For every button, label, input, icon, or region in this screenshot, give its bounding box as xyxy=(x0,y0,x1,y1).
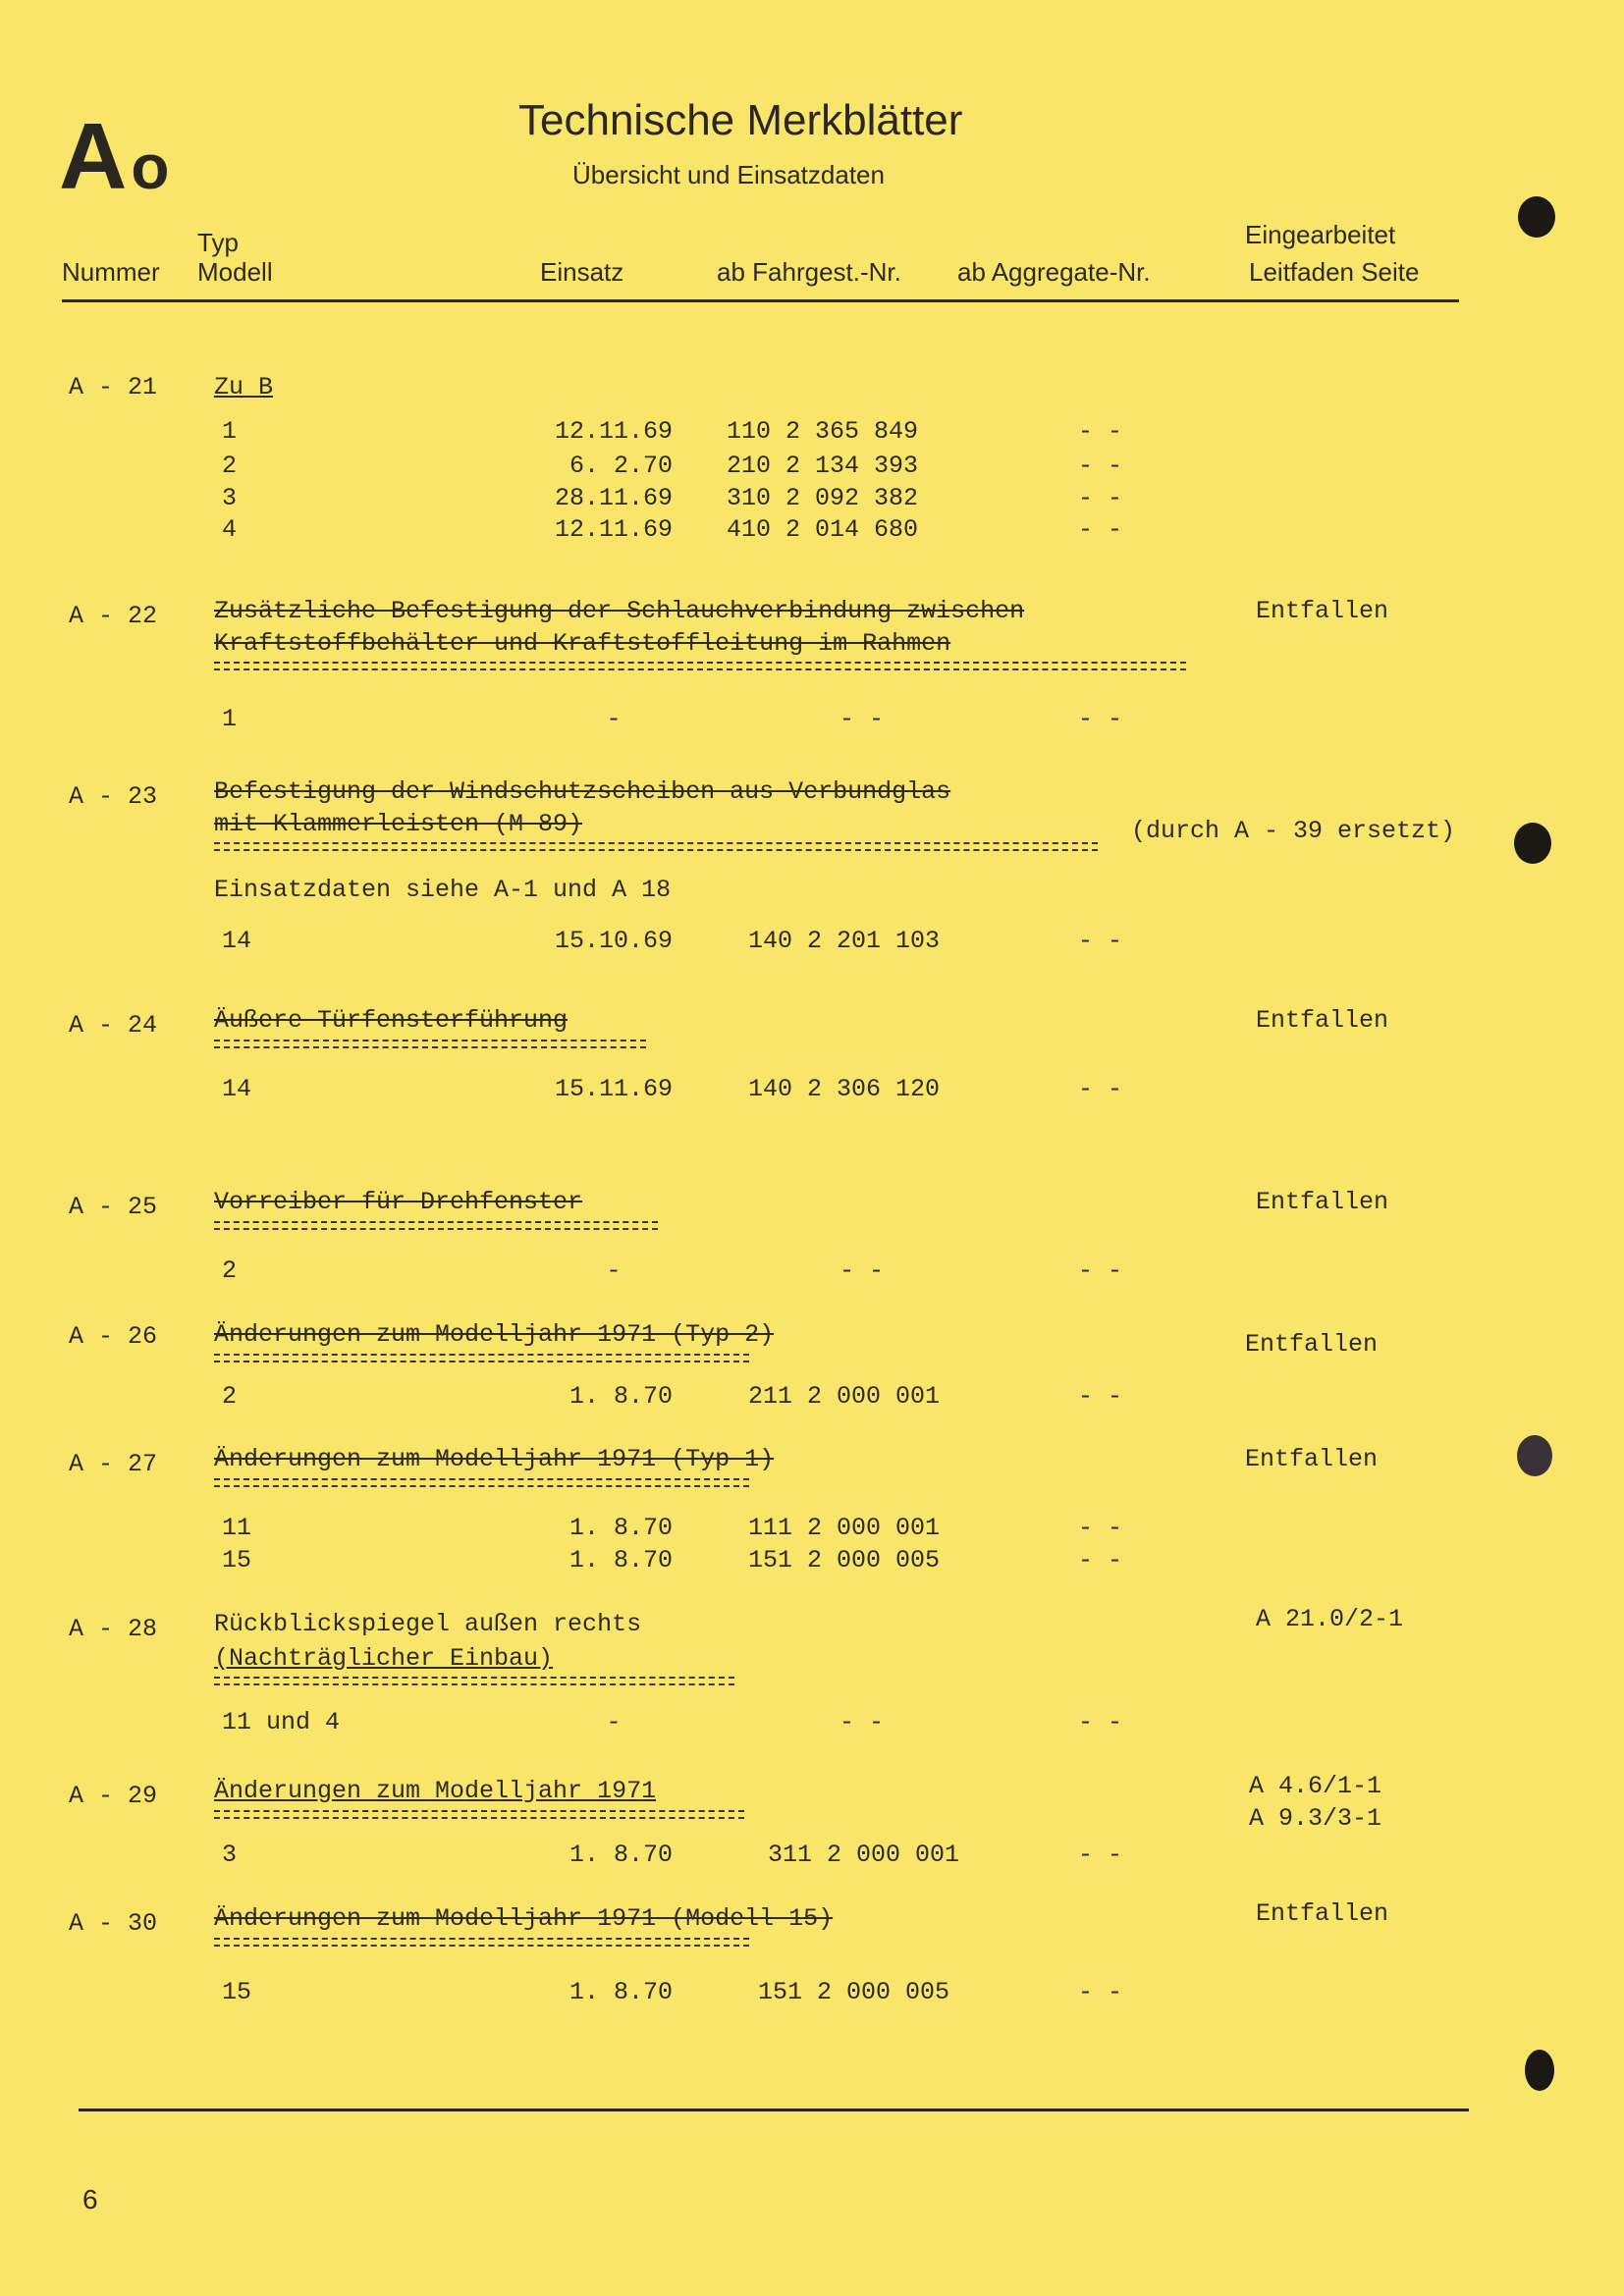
col-header-fahrgest: ab Fahrgest.-Nr. xyxy=(717,257,901,287)
cell-einsatz: 1. 8.70 xyxy=(568,1514,673,1542)
cell-aggregate: - - xyxy=(1078,1546,1123,1575)
cell-fahrgest: 210 2 134 393 xyxy=(727,452,919,480)
double-underline xyxy=(214,1354,749,1362)
cell-einsatz: 1. 8.70 xyxy=(568,1841,673,1869)
cell-typ: 3 xyxy=(222,1841,238,1869)
cell-fahrgest: - - xyxy=(839,705,885,733)
entry-title-line: Rückblickspiegel außen rechts xyxy=(214,1610,642,1638)
entry-title-line: Änderungen zum Modelljahr 1971 (Typ 1) xyxy=(214,1445,775,1473)
cell-aggregate: - - xyxy=(1078,515,1123,544)
double-underline xyxy=(214,1478,749,1487)
cell-aggregate: - - xyxy=(1078,452,1123,480)
entry-title-line: Änderungen zum Modelljahr 1971 (Modell 15) xyxy=(214,1904,834,1933)
table-row xyxy=(0,417,1624,447)
entry-title-line: Zusätzliche Befestigung der Schlauchverbindung zwischen xyxy=(214,597,1025,625)
cell-aggregate: - - xyxy=(1078,1978,1123,2006)
entry-number: A - 28 xyxy=(69,1615,158,1643)
cell-einsatz: - xyxy=(606,705,622,733)
entry-note: Entfallen xyxy=(1256,1006,1389,1035)
page-subtitle: Übersicht und Einsatzdaten xyxy=(572,160,885,189)
cell-typ: 11 und 4 xyxy=(222,1708,341,1736)
table-row xyxy=(0,1256,1624,1286)
entry-note: Entfallen xyxy=(1256,1899,1389,1928)
entry-number: A - 21 xyxy=(69,373,158,401)
page-number: 6 xyxy=(82,2184,98,2215)
col-header-eingearbeitet: Eingearbeitet xyxy=(1245,220,1396,249)
entry-number: A - 30 xyxy=(69,1909,158,1938)
cell-einsatz: 15.10.69 xyxy=(554,927,673,955)
entry-note: A 4.6/1-1 xyxy=(1249,1772,1382,1800)
cell-aggregate: - - xyxy=(1078,1256,1123,1285)
table-row xyxy=(0,1708,1624,1737)
double-underline xyxy=(214,1810,744,1819)
double-underline xyxy=(214,842,1098,851)
cell-aggregate: - - xyxy=(1078,1708,1123,1736)
cell-einsatz: 1. 8.70 xyxy=(568,1382,673,1411)
cell-einsatz: - xyxy=(606,1708,622,1736)
entry-title-line: Änderungen zum Modelljahr 1971 (Typ 2) xyxy=(214,1320,775,1349)
double-underline xyxy=(214,1040,646,1048)
cell-fahrgest: 311 2 000 001 xyxy=(768,1841,960,1869)
col-header-leitfaden: Leitfaden Seite xyxy=(1249,257,1420,287)
entry-title-line: Befestigung der Windschutzscheiben aus Verbundglas xyxy=(214,777,951,806)
cell-fahrgest: 151 2 000 005 xyxy=(748,1546,941,1575)
cell-einsatz: 1. 8.70 xyxy=(568,1978,673,2006)
page-title: Technische Merkblätter xyxy=(518,96,963,144)
footer-rule xyxy=(79,2109,1469,2111)
header-rule xyxy=(62,299,1459,302)
entry-number: A - 25 xyxy=(69,1193,158,1221)
col-header-typ: Typ xyxy=(197,228,239,257)
entry-note: (durch A - 39 ersetzt) xyxy=(1131,817,1456,845)
cell-typ: 11 xyxy=(222,1514,252,1542)
double-underline xyxy=(214,1938,749,1947)
table-row xyxy=(0,1514,1624,1543)
cell-aggregate: - - xyxy=(1078,1841,1123,1869)
cell-fahrgest: 211 2 000 001 xyxy=(748,1382,941,1411)
cell-typ: 4 xyxy=(222,515,238,544)
table-row xyxy=(0,1382,1624,1412)
cell-typ: 1 xyxy=(222,417,238,446)
entry-number: A - 27 xyxy=(69,1450,158,1478)
cell-fahrgest: 110 2 365 849 xyxy=(727,417,919,446)
cell-aggregate: - - xyxy=(1078,1075,1123,1103)
cell-fahrgest: 140 2 306 120 xyxy=(748,1075,941,1103)
cell-einsatz: 12.11.69 xyxy=(554,515,673,544)
cell-typ: 15 xyxy=(222,1546,252,1575)
cell-typ: 3 xyxy=(222,484,238,512)
entry-title-line: Vorreiber für Drehfenster xyxy=(214,1188,583,1216)
entry-title-line: Kraftstoffbehälter und Kraftstoffleitung im Rahmen xyxy=(214,629,951,658)
entry-title-line: Äußere Türfensterführung xyxy=(214,1006,568,1035)
cell-typ: 14 xyxy=(222,927,252,955)
cell-fahrgest: - - xyxy=(839,1256,885,1285)
cell-aggregate: - - xyxy=(1078,705,1123,733)
cell-einsatz: 12.11.69 xyxy=(554,417,673,446)
entry-number: A - 24 xyxy=(69,1011,158,1040)
cell-einsatz: 28.11.69 xyxy=(554,484,673,512)
entry-title-line: mit Klammerleisten (M 89) xyxy=(214,810,583,838)
cell-typ: 2 xyxy=(222,1256,238,1285)
table-row xyxy=(0,1978,1624,2007)
cell-fahrgest: 410 2 014 680 xyxy=(727,515,919,544)
entry-note: Entfallen xyxy=(1256,1188,1389,1216)
table-row xyxy=(0,705,1624,734)
cell-fahrgest: 140 2 201 103 xyxy=(748,927,941,955)
entry-number: A - 22 xyxy=(69,602,158,630)
section-logo: Ao xyxy=(59,104,168,209)
punch-hole xyxy=(1518,196,1555,238)
entry-note: A 9.3/3-1 xyxy=(1249,1804,1382,1833)
entry-note: A 21.0/2-1 xyxy=(1256,1605,1404,1633)
cell-fahrgest: 310 2 092 382 xyxy=(727,484,919,512)
cell-aggregate: - - xyxy=(1078,484,1123,512)
cell-typ: 1 xyxy=(222,705,238,733)
table-row xyxy=(0,1075,1624,1104)
double-underline xyxy=(214,1677,734,1685)
cell-einsatz: - xyxy=(606,1256,622,1285)
entry-number: A - 29 xyxy=(69,1782,158,1810)
cell-typ: 2 xyxy=(222,452,238,480)
col-header-modell: Modell xyxy=(197,257,273,287)
cell-einsatz: 6. 2.70 xyxy=(568,452,673,480)
table-row xyxy=(0,927,1624,956)
cell-einsatz: 1. 8.70 xyxy=(568,1546,673,1575)
table-row xyxy=(0,1841,1624,1870)
entry-number: A - 23 xyxy=(69,782,158,811)
col-header-nummer: Nummer xyxy=(62,257,160,287)
cell-fahrgest: 151 2 000 005 xyxy=(758,1978,950,2006)
cell-aggregate: - - xyxy=(1078,417,1123,446)
entry-title: Zu B xyxy=(214,373,274,401)
punch-hole xyxy=(1525,2050,1554,2091)
entry-title-line: Änderungen zum Modelljahr 1971 xyxy=(214,1777,657,1805)
double-underline xyxy=(214,1221,658,1230)
entry-note: Entfallen xyxy=(1245,1330,1379,1359)
cell-typ: 2 xyxy=(222,1382,238,1411)
double-underline xyxy=(214,662,1186,670)
entry-note: Entfallen xyxy=(1256,597,1389,625)
cell-aggregate: - - xyxy=(1078,1514,1123,1542)
col-header-aggregate: ab Aggregate-Nr. xyxy=(957,257,1151,287)
col-header-einsatz: Einsatz xyxy=(540,257,624,287)
entry-remark: Einsatzdaten siehe A-1 und A 18 xyxy=(214,876,672,904)
punch-hole xyxy=(1514,823,1551,864)
cell-aggregate: - - xyxy=(1078,927,1123,955)
table-row xyxy=(0,484,1624,513)
cell-typ: 14 xyxy=(222,1075,252,1103)
table-row xyxy=(0,1546,1624,1575)
entry-title-line: (Nachträglicher Einbau) xyxy=(214,1644,554,1673)
cell-fahrgest: - - xyxy=(839,1708,885,1736)
entry-note: Entfallen xyxy=(1245,1445,1379,1473)
entry-number: A - 26 xyxy=(69,1322,158,1351)
cell-aggregate: - - xyxy=(1078,1382,1123,1411)
cell-fahrgest: 111 2 000 001 xyxy=(748,1514,941,1542)
table-row xyxy=(0,452,1624,481)
punch-hole xyxy=(1517,1435,1552,1476)
cell-typ: 15 xyxy=(222,1978,252,2006)
table-row xyxy=(0,515,1624,545)
cell-einsatz: 15.11.69 xyxy=(554,1075,673,1103)
